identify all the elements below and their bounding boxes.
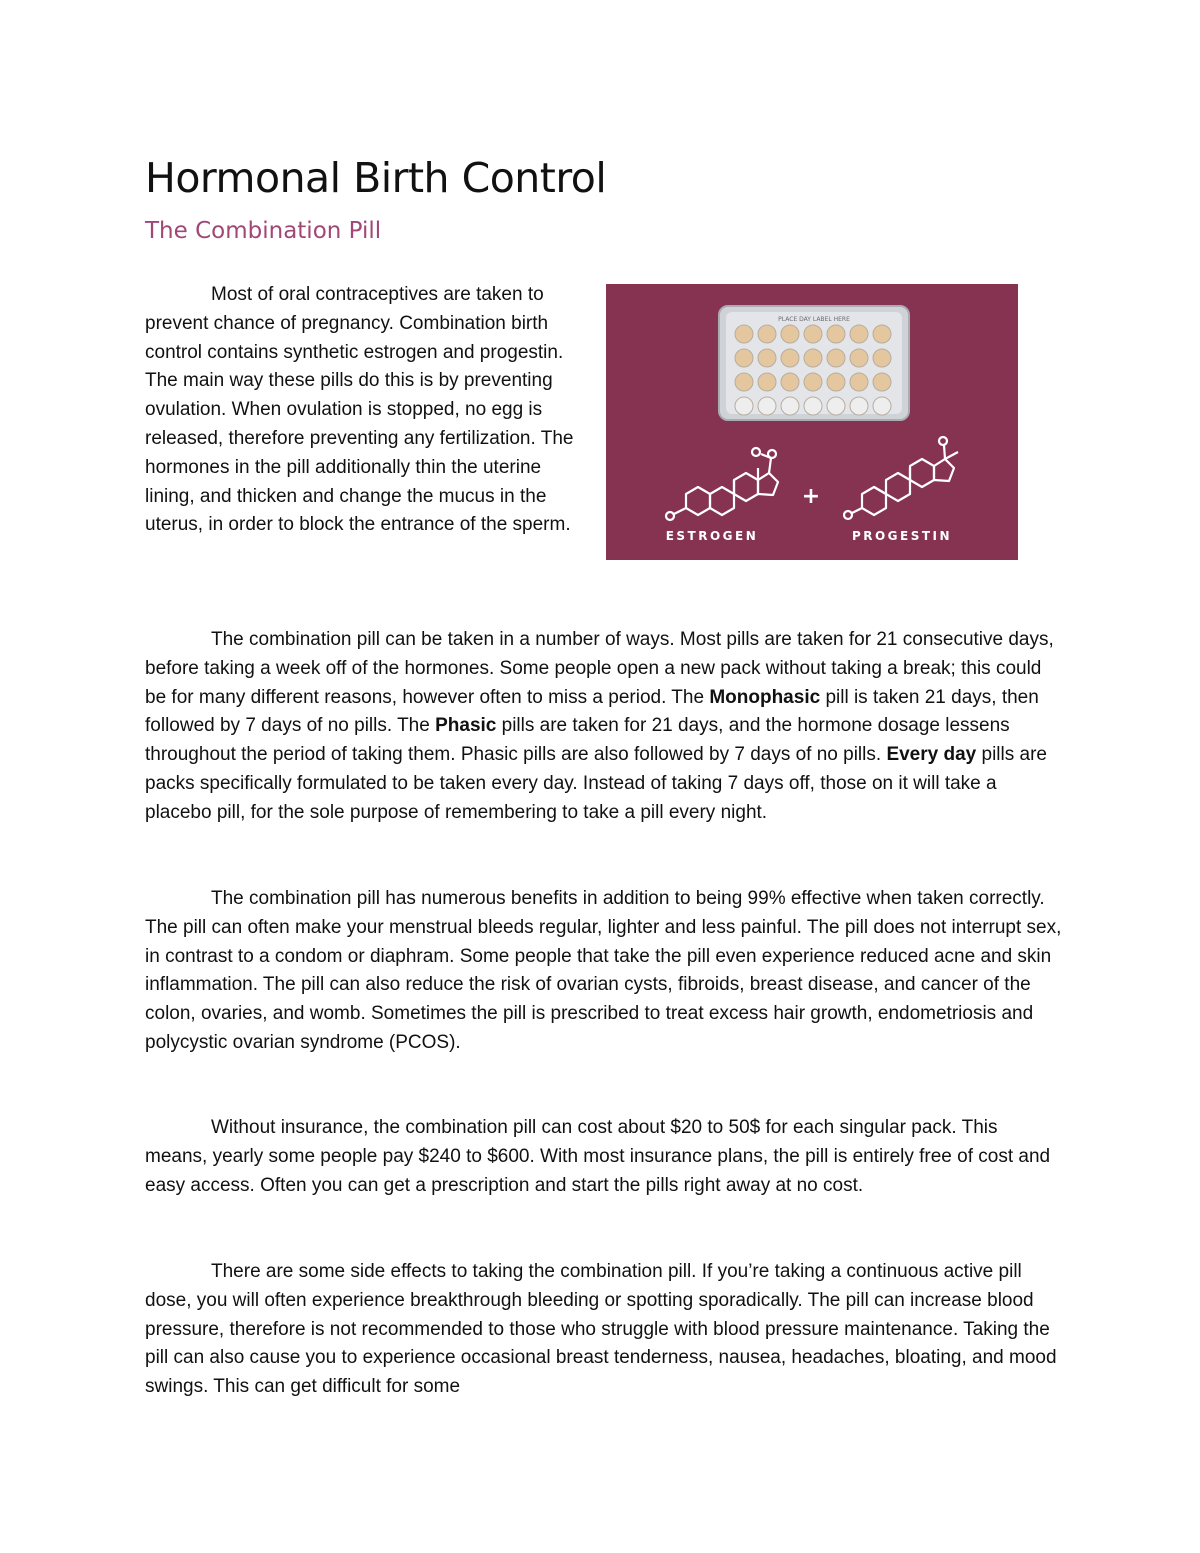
placebo-pill <box>758 397 776 415</box>
active-pill <box>758 349 776 367</box>
active-pill <box>804 349 822 367</box>
placebo-pill <box>827 397 845 415</box>
paragraph-intro <box>145 281 590 540</box>
paragraph-benefits: The combination pill has numerous benefits in addition to being 99% effective when taken correctly. The pill can often make your menstrual bleeds regular, lighter and less painful. The pill does not interrupt sex, in contrast to a condom or diaphram. Some people that take the pill even experience reduced acne and skin inflammation. The pill can also reduce the risk of ovarian cysts, fibroids, breast disease, and cancer of the colon, ovaries, and womb. Sometimes the pill is prescribed to treat excess hair growth, endometriosis and polycystic ovarian syndrome (PCOS). <box>145 888 1062 1053</box>
active-pill <box>827 325 845 343</box>
active-pill <box>758 373 776 391</box>
pack-top-label: PLACE DAY LABEL HERE <box>778 316 850 323</box>
placebo-pill <box>781 397 799 415</box>
term-phasic: Phasic <box>435 715 497 737</box>
term-every-day: Every day <box>886 744 977 766</box>
active-pill <box>781 349 799 367</box>
placebo-pill <box>804 397 822 415</box>
progestin-molecule-icon <box>844 437 958 519</box>
active-pill <box>781 373 799 391</box>
estrogen-label: ESTROGEN <box>665 529 759 543</box>
active-pill <box>781 325 799 343</box>
page-title: Hormonal Birth Control <box>145 154 607 202</box>
term-monophasic: Monophasic <box>709 686 821 708</box>
placebo-pill <box>850 397 868 415</box>
placebo-pill <box>873 397 891 415</box>
paragraph-intro-text: Most of oral contraceptives are taken to prevent chance of pregnancy. Combination birth control contains synthetic estrogen and progestin. The main way these pills do this is by preventing ovulation. When ovulation is stopped, no egg is released, therefore preventing any fertilization. The hormones in the pill additionally thin the uterine lining, and thicken and change the mucus in the uterus, in order to block the entrance of the sperm. <box>145 284 574 536</box>
active-pill <box>850 325 868 343</box>
active-pill <box>804 373 822 391</box>
active-pill <box>804 325 822 343</box>
active-pill <box>735 349 753 367</box>
active-pill <box>850 349 868 367</box>
active-pill <box>758 325 776 343</box>
page-subtitle: The Combination Pill <box>145 218 382 244</box>
active-pill <box>827 349 845 367</box>
pill-pack-illustration <box>606 284 1018 560</box>
placebo-pill <box>735 397 753 415</box>
pill-pack-figure <box>606 284 1018 560</box>
active-pill <box>873 325 891 343</box>
paragraph-regimens: The combination pill can be taken in a number of ways. Most pills are taken for 21 consecutive days, before taking a week off of the hormones. Some people open a new pack without taking a break; this could be for many different reasons, however often to miss a period. The Monophasic pill is taken 21 days, then followed by 7 days of no pills. The Phasic pills are taken for 21 days, and the hormone dosage lessens throughout the period of taking them. Phasic pills are also followed by 7 days of no pills. Every day pills are packs specifically formulated to be taken every day. Instead of taking 7 days off, those on it will take a placebo pill, for the sole purpose of remembering to take a pill every night. <box>145 629 1054 823</box>
paragraph-side-effects: There are some side effects to taking the combination pill. If you’re taking a continuous active pill dose, you will often experience breakthrough bleeding or spotting sporadically. The pill can increase blood pressure, therefore is not recommended to those who struggle with blood pressure maintenance. Taking the pill can also cause you to experience occasional breast tenderness, nausea, headaches, bloating, and mood swings. This can get difficult for some <box>145 1261 1057 1398</box>
active-pill <box>850 373 868 391</box>
active-pill <box>735 325 753 343</box>
active-pill <box>735 373 753 391</box>
estrogen-molecule-icon <box>666 448 778 520</box>
plus-sign: + <box>801 484 821 509</box>
paragraph-cost: Without insurance, the combination pill can cost about $20 to 50$ for each singular pack. This means, yearly some people pay $240 to $600. With most insurance plans, the pill is entirely free of cost and easy access. Often you can get a prescription and start the pills right away at no cost. <box>145 1117 1051 1196</box>
progestin-label: PROGESTIN <box>851 529 953 543</box>
active-pill <box>873 373 891 391</box>
active-pill <box>827 373 845 391</box>
active-pill <box>873 349 891 367</box>
